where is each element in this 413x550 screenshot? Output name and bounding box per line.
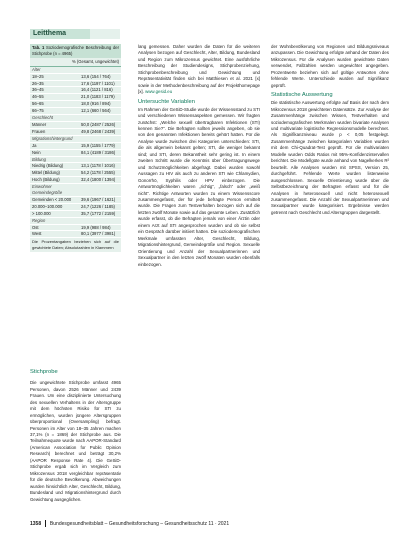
table-cell-label: > 100.000 <box>32 210 51 216</box>
table-group-row <box>30 115 121 122</box>
table-cell-value: 15,9 (1155 / 1779) <box>81 142 115 148</box>
table-cell-value: 13,1 (1178 / 1016) <box>81 163 115 169</box>
table-note: Die Prozentangaben beziehen sich auf die gewichtete Daten; Absolutzahlen in Klammern <box>32 239 119 250</box>
table-cell-value: 32,4 (1800 / 1394) <box>81 177 116 183</box>
table-group-row <box>30 67 121 74</box>
table-cell-value: 39,6 (1967 / 1621) <box>81 196 116 202</box>
table-row <box>30 143 121 150</box>
demographics-table <box>30 44 121 252</box>
table-row <box>30 225 121 232</box>
table-cell-value: 80,1 (3977 / 3981) <box>81 231 116 237</box>
table-row <box>30 87 121 94</box>
section-tag: Leitthema <box>30 29 90 39</box>
table-cell-value <box>81 136 119 142</box>
table-cell-label: Gemeinden < 20.000 <box>32 196 72 202</box>
table-cell-label: Nein <box>32 149 41 155</box>
col3-paragraph-2: Die statistische Auswertung erfolgte auf Basis der nach dem Mikrozensus 2018 gewichteten Datensätze. Zur Analyse der Zusammenhänge zwischen Wissen, Testverhalten und soziodemografischen Merkmalen wurden bivariate Analysen und multivariate logistische Regressionsmodelle berechnet. Als Signifikanzniveau wurde p < 0,05 festgelegt. Zusammenhänge zwischen kategorialen Variablen wurden mit dem Chi-Quadrat-Test geprüft. Für die multivariaten Modelle wurden Odds Ratios mit 95%-Konfidenzintervallen berichtet. Die Modellgüte wurde anhand von Nagelkerkes R² beurteilt. Alle Analysen wurden mit SPSS, Version 25, durchgeführt. Fehlende Werte wurden listenweise ausgeschlossen. Sexuelle Orientierung wurde über die Selbstbezeichnung der Befragten erfasst und für die Analysen in heterosexuell und nicht heterosexuell zusammengefasst. Die Anzahl der Sexualpartnerinnen und Sexualpartner wurde kategorisiert. Ergebnisse werden getrennt nach Geschlecht und Altersgruppen dargestellt. <box>271 100 389 215</box>
table-cell-label: Ost <box>32 224 39 230</box>
table-row <box>30 81 121 88</box>
table-cell-label: Alter <box>32 66 41 72</box>
table-cell-label: Mittel (Bildung) <box>32 170 60 176</box>
table-cell-value: 49,8 (2468 / 2439) <box>81 128 116 134</box>
table-cell-value: 16,4 (1121 / 816) <box>81 87 113 93</box>
col3-paragraph-1: der Wohnbevölkerung von Regionen und Bildungsniveaus anzupassen. Die Gewichtung erfolgte anhand der Daten des Mikrozensus. Für die Analysen wurden gewichtete Daten verwendet, Fallzahlen werden ungewichtet angegeben. Prozentwerte beziehen sich auf gültige Antworten ohne fehlende Werte. Unterschiede wurden auf Signifikanz geprüft. <box>271 44 389 88</box>
table-cell-value: 13,6 (154 / 764) <box>81 73 111 79</box>
heading-variablen: Untersuchte Variablen <box>138 98 195 105</box>
table-cell-value: 17,6 (1197 / 1101) <box>81 80 115 86</box>
table-cell-label: 46–55 <box>32 94 44 100</box>
table-cell-label: Hoch (Bildung) <box>32 177 60 183</box>
table-cell-value <box>81 67 119 73</box>
table-cell-label: Geschlecht <box>32 115 53 121</box>
table-cell-value: 19,9 (988 / 984) <box>81 224 111 230</box>
table-cell-label: West <box>32 231 42 237</box>
stichprobe-paragraph: Die ungewichtete Stichprobe umfasst 4965 Personen, davon 2526 Männer und 2439 Frauen. Um eine disziplinierte Untersuchung des sexuellen Verhaltens in der Altersgruppe mit dem höchsten Risiko für STI zu ermöglichen, wurden jüngere Altersgruppen überproportional (Oversampling) befragt. Personen im Alter von 18–35 Jahren machen 37,1% (n = 1869) der Stichprobe aus. Die Teilnahmequote wurde nach AAPOR-Standard (American Association for Public Opinion Research) berechnet und beträgt 30,2% (AAPOR Response Rate 4). Die GeSiD-Stichprobe ergab sich im Vergleich zum Mikrozensus 2018 vergleichbar repräsentativ für die deutsche Bevölkerung. Abweichungen wurden hinsichtlich Alter, Geschlecht, Bildung, Bundesland und Migrationshintergrund durch Gewichtung ausgeglichen. <box>30 380 121 502</box>
page-footer <box>30 520 390 527</box>
table-cell-value: 18,0 (916 / 894) <box>81 101 111 107</box>
column-1 <box>30 44 121 252</box>
table-cell-label: Ja <box>32 142 37 148</box>
table-cell-label: 26–35 <box>32 80 44 86</box>
table-row <box>30 122 121 129</box>
table-cell-label: Männer <box>32 121 47 127</box>
table-caption <box>30 44 121 58</box>
journal-name: Bundesgesundheitsblatt – Gesundheitsforschung – Gesundheitsschutz 11 · 2021 <box>49 520 230 527</box>
table-row <box>30 150 121 157</box>
table-cell-value: 54,2 (1178 / 2555) <box>81 170 115 176</box>
col2-paragraph-2: Im Rahmen der GeSiD-Studie wurde der Wissensstand zu STI und verschiedenen Wissensaspekten gemessen. Wir fragten zunächst: „Welche sexuell übertragbaren Infektionen (STI) kennen Sie?“. Die Befragten sollten jeweils angeben, ob sie von den genannten Infektionen bereits gehört hatten. Für die Analyse wurde zwischen drei Kategorien unterschieden: STI, die als allgemein bekannt gelten; STI, die weniger bekannt sind; und STI, deren Bekanntheit sehr gering ist. In einem zweiten Schritt wurde die Kenntnis über Übertragungswege und Schutzmöglichkeiten abgefragt. Dabei wurden sowohl Aussagen zu HIV als auch zu anderen STI wie Chlamydien, Gonorrhö, Syphilis oder HPV einbezogen. Die Antwortmöglichkeiten waren „richtig“, „falsch“ oder „weiß nicht“. Richtige Antworten wurden zu einem Wissensscore zusammengefasst, der für jede befragte Person ermittelt wurde. Die Fragen zum Testverhalten bezogen sich auf die letzten zwölf Monate sowie auf das gesamte Leben. Zusätzlich wurde erfasst, ob die Befragten jemals von einer Ärztin oder einem Arzt auf STI angesprochen wurden und ob sie selbst ein Gespräch darüber initiiert hatten. Die soziodemografischen Merkmale umfassten Alter, Geschlecht, Bildung, Migrationshintergrund, Gemeindegröße und Region. Sexuelle Orientierung und Anzahl der Sexualpartnerinnen und Sexualpartner in den letzten zwölf Monaten wurden ebenfalls einbezogen. <box>138 106 260 267</box>
table-body <box>30 67 121 239</box>
table-cell-value <box>81 157 119 163</box>
table-cell-value <box>82 184 119 196</box>
table-cell-label: 56–65 <box>32 101 44 107</box>
table-row <box>30 163 121 170</box>
table-group-row <box>30 157 121 164</box>
table-cell-label: Einwohner Gemeindegröße <box>32 184 63 196</box>
table-row <box>30 74 121 81</box>
column-3 <box>271 44 389 216</box>
table-row <box>30 231 121 238</box>
table-row <box>30 94 121 101</box>
table-cell-value: 35,7 (1772 / 2159) <box>81 210 116 216</box>
table-row <box>30 101 121 108</box>
heading-auswertung: Statistische Auswertung <box>271 92 333 99</box>
page-number: 1358 <box>30 520 42 527</box>
table-row <box>30 197 121 204</box>
table-cell-value: 84,1 (4189 / 3186) <box>81 149 116 155</box>
table-cell-value: 24,7 (1226 / 1185) <box>81 203 115 209</box>
table-cell-label: 20.000–100.000 <box>32 203 63 209</box>
table-row <box>30 204 121 211</box>
col2-paragraph-1: lang gemessen. Daher wurden die Daten für die weiteren Analysen bezogen auf Geschlecht, Alter, Bildung, Bundesland und Region zum Mikrozensus gewichtet. Eine ausführliche Beschreibung der Studiendesigns, Stichprobenziehung, Stichprobenbeschreibung und Gewichtung und Repräsentativität finden sich bei Matthiesen et al. 2021 [x] sowie in der Methodenbeschreibung auf der Projekthomepage [x]. <box>138 44 260 95</box>
table-cell-label: Region <box>32 217 46 223</box>
table-caption-label: Tab. 1 <box>32 45 45 50</box>
column-1-text <box>30 368 121 507</box>
table-row <box>30 108 121 115</box>
table-caption-text: Soziodemografische Beschreibung der Stichprobe (n = 4965) <box>32 45 119 56</box>
table-cell-label: Frauen <box>32 128 46 134</box>
table-group-row <box>30 136 121 143</box>
table-cell-value: 50,0 (2487 / 2526) <box>81 121 116 127</box>
table-cell-label: 18–25 <box>32 73 44 79</box>
table-cell-value: 21,0 (1183 / 1179) <box>81 94 115 100</box>
table-header: % (Gesamt, ungewichtet) <box>30 58 121 67</box>
table-cell-value <box>81 218 119 224</box>
heading-stichprobe: Stichprobe <box>30 369 58 375</box>
table-cell-label: Bildung <box>32 156 46 162</box>
table-row <box>30 170 121 177</box>
table-row <box>30 177 121 184</box>
table-row <box>30 129 121 136</box>
table-group-row <box>30 218 121 225</box>
table-cell-value <box>81 115 119 121</box>
table-group-row <box>30 184 121 197</box>
table-cell-label: 36–45 <box>32 87 44 93</box>
table-cell-label: 66–75 <box>32 108 44 114</box>
table-row <box>30 211 121 218</box>
table-cell-label: Niedrig (Bildung) <box>32 163 64 169</box>
project-link[interactable]: www.gesid.eu <box>145 89 173 95</box>
column-2 <box>138 44 260 268</box>
footer-divider <box>45 520 46 527</box>
table-cell-value: 12,1 (660 / 564) <box>81 108 111 114</box>
table-cell-label: Migrationshintergrund <box>32 135 73 141</box>
